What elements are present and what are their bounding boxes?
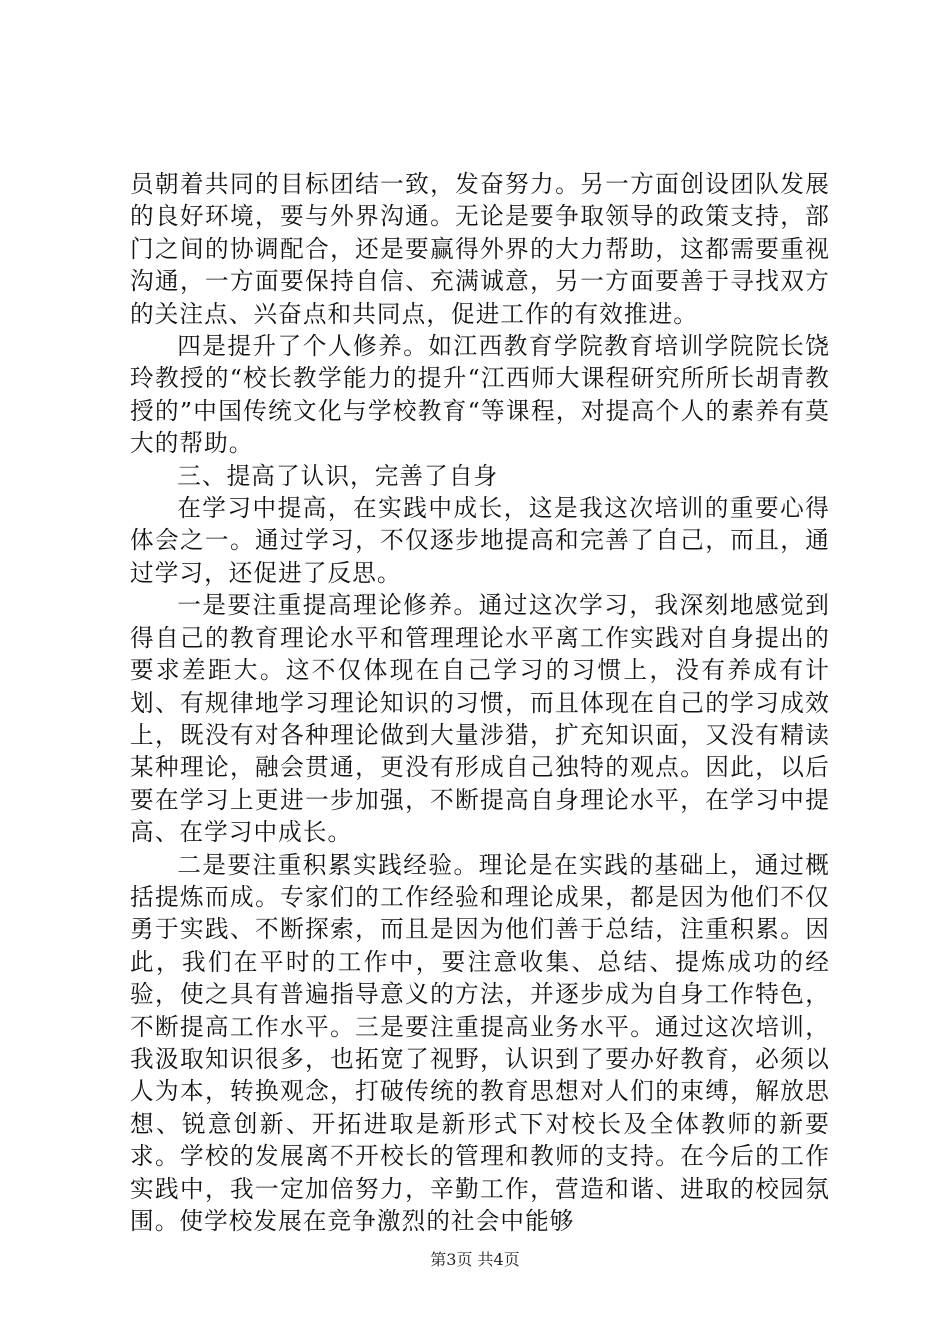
paragraph-continued: 员朝着共同的目标团结一致，发奋努力。另一方面创设团队发展的良好环境，要与外界沟通。无论是要争取领导的政策支持，部门之间的协调配合，还是要赢得外界的大力帮助，这都需要重视沟通，一方面要保持自信、充满诚意，另一方面要善于寻找双方的关注点、兴奋点和共同点，促进工作的有效推进。	[130, 170, 830, 328]
paragraph-personal-cultivation: 四是提升了个人修养。如江西教育学院教育培训学院院长饶玲教授的“校长教学能力的提升“江西师大课程研究所所长胡青教授的”中国传统文化与学校教育“等课程，对提高个人的素养有莫大的帮助。	[130, 332, 830, 458]
page-footer: 第3页 共4页	[430, 1250, 520, 1269]
document-body	[130, 168, 830, 1237]
paragraph-learning-growth: 在学习中提高，在实践中成长，这是我这次培训的重要心得体会之一。通过学习，不仅逐步地提高和完善了自己，而且，通过学习，还促进了反思。	[130, 494, 830, 587]
paragraph-theory-cultivation: 一是要注重提高理论修养。通过这次学习，我深刻地感觉到得自己的教育理论水平和管理理论水平离工作实践对自身提出的要求差距大。这不仅体现在自己学习的习惯上，没有养成有计划、有规律地学习理论知识的习惯，而且体现在自己的学习成效上，既没有对各种理论做到大量涉猎，扩充知识面，又没有精读某种理论，融会贯通，更没有形成自己独特的观点。因此，以后要在学习上更进一步加强，不断提高自身理论水平，在学习中提高、在学习中成长。	[130, 591, 830, 847]
paragraph-practice-experience: 二是要注重积累实践经验。理论是在实践的基础上，通过概括提炼而成。专家们的工作经验和理论成果，都是因为他们不仅勇于实践、不断探索，而且是因为他们善于总结，注重积累。因此，我们在平时的工作中，要注意收集、总结、提炼成功的经验，使之具有普遍指导意义的方法，并逐步成为自身工作特色，不断提高工作水平。三是要注重提高业务水平。通过这次培训，我汲取知识很多，也拓宽了视野，认识到了要办好教育，必须以人为本，转换观念，打破传统的教育思想对人们的束缚，解放思想、锐意创新、开拓进取是新形式下对校长及全体教师的新要求。学校的发展离不开校长的管理和教师的支持。在今后的工作实践中，我一定加倍努力，辛勤工作，营造和谐、进取的校园氛围。使学校发展在竞争激烈的社会中能够	[130, 850, 830, 1235]
section-heading-three: 三、提高了认识，完善了自身	[177, 461, 499, 490]
